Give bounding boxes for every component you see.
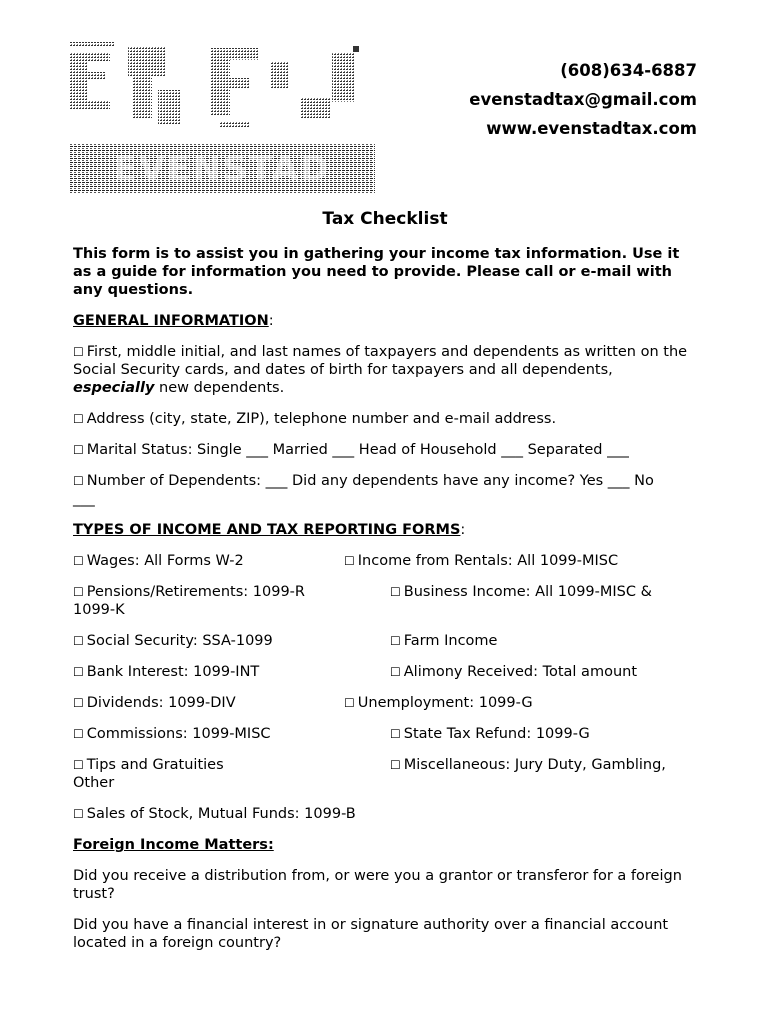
phone-number: (608)634-6887 bbox=[560, 61, 697, 80]
income-item-alimony bbox=[390, 663, 637, 681]
income-item-label: Wages: All Forms W-2 bbox=[86, 553, 244, 569]
checkbox-icon[interactable]: ☐ bbox=[390, 665, 401, 679]
income-item-label: Commissions: 1099-MISC bbox=[86, 726, 271, 742]
income-item-state-refund bbox=[390, 725, 590, 743]
income-item-miscellaneous bbox=[390, 756, 666, 774]
income-item-pensions bbox=[73, 583, 305, 601]
checkbox-icon[interactable]: ☐ bbox=[390, 727, 401, 741]
income-item-label: Bank Interest: 1099-INT bbox=[86, 664, 260, 680]
income-item-label: Unemployment: 1099-G bbox=[357, 695, 533, 711]
logo-graphic bbox=[70, 42, 375, 194]
checkbox-icon[interactable]: ☐ bbox=[390, 634, 401, 648]
checkbox-icon[interactable]: ☐ bbox=[73, 727, 84, 741]
income-item-bank-interest bbox=[73, 663, 259, 681]
income-item-label: Miscellaneous: Jury Duty, Gambling, bbox=[403, 757, 666, 773]
checkbox-icon[interactable]: ☐ bbox=[73, 412, 84, 426]
income-item-rentals bbox=[344, 552, 618, 570]
general-item-marital bbox=[73, 441, 698, 459]
income-item-social-security bbox=[73, 632, 273, 650]
general-heading-colon: : bbox=[268, 313, 274, 329]
checkbox-icon[interactable]: ☐ bbox=[73, 585, 84, 599]
checkbox-icon[interactable]: ☐ bbox=[73, 634, 84, 648]
foreign-heading: Foreign Income Matters: bbox=[73, 837, 274, 853]
foreign-question-trust: Did you receive a distribution from, or were you a grantor or transferor for a foreign trust? bbox=[73, 868, 682, 902]
general-heading: GENERAL INFORMATION bbox=[73, 313, 269, 329]
income-item-label: Farm Income bbox=[403, 633, 498, 649]
income-item-commissions bbox=[73, 725, 271, 743]
general-item-names-text: First, middle initial, and last names of taxpayers and dependents as written on the Social Security cards, and dates of birth for taxpayers and all dependents, bbox=[73, 344, 688, 378]
checkbox-icon[interactable]: ☐ bbox=[73, 696, 84, 710]
income-item-unemployment bbox=[344, 694, 533, 712]
income-heading-line bbox=[73, 521, 698, 539]
general-item-marital-text: Marital Status: Single ___ Married ___ Head of Household ___ Separated ___ bbox=[86, 442, 629, 458]
income-item-tips bbox=[73, 756, 224, 774]
checkbox-icon[interactable]: ☐ bbox=[390, 585, 401, 599]
checkbox-icon[interactable]: ☐ bbox=[73, 758, 84, 772]
income-heading-colon: : bbox=[460, 522, 466, 538]
logo-wordmark: EVENSTAD bbox=[113, 149, 331, 189]
foreign-question-account: Did you have a financial interest in or signature authority over a financial account located in a foreign country? bbox=[73, 917, 669, 951]
general-item-dependents-text: Number of Dependents: ___ Did any dependents have any income? Yes ___ No bbox=[86, 473, 654, 489]
checkbox-icon[interactable]: ☐ bbox=[73, 807, 84, 821]
checkbox-icon[interactable]: ☐ bbox=[73, 443, 84, 457]
checkbox-icon[interactable]: ☐ bbox=[344, 696, 355, 710]
income-heading: TYPES OF INCOME AND TAX REPORTING FORMS bbox=[73, 522, 461, 538]
general-item-dependents bbox=[73, 472, 698, 508]
income-item-dividends bbox=[73, 694, 236, 712]
general-item-address-text: Address (city, state, ZIP), telephone number and e-mail address. bbox=[86, 411, 557, 427]
income-item-label: Pensions/Retirements: 1099-R bbox=[86, 584, 305, 600]
general-item-names-tail: new dependents. bbox=[159, 380, 285, 396]
general-item-names bbox=[73, 343, 698, 397]
page-title: Tax Checklist bbox=[322, 209, 448, 229]
income-item-label: Social Security: SSA-1099 bbox=[86, 633, 273, 649]
income-item-business-wrap: 1099-K bbox=[73, 602, 125, 618]
general-item-names-emphasis: especially bbox=[73, 380, 155, 396]
contact-block bbox=[469, 56, 697, 143]
income-item-label: Tips and Gratuities bbox=[86, 757, 224, 773]
general-heading-line bbox=[73, 312, 698, 330]
general-item-address bbox=[73, 410, 698, 428]
checkbox-icon[interactable]: ☐ bbox=[73, 345, 84, 359]
income-item-stock-sales bbox=[73, 805, 356, 823]
email-address[interactable]: evenstadtax@gmail.com bbox=[469, 90, 697, 109]
intro-text: This form is to assist you in gathering your income tax information. Use it as a guide for information you need to provide. Please call or e-mail with any questions. bbox=[73, 246, 680, 298]
income-item-label: Dividends: 1099-DIV bbox=[86, 695, 236, 711]
income-item-wages bbox=[73, 552, 244, 570]
income-item-farm bbox=[390, 632, 497, 650]
checkbox-icon[interactable]: ☐ bbox=[73, 665, 84, 679]
general-item-dependents-blank: ___ bbox=[73, 491, 95, 507]
evenstad-logo bbox=[70, 42, 375, 194]
income-item-label: State Tax Refund: 1099-G bbox=[403, 726, 590, 742]
checkbox-icon[interactable]: ☐ bbox=[344, 554, 355, 568]
checkbox-icon[interactable]: ☐ bbox=[73, 554, 84, 568]
income-item-label: Sales of Stock, Mutual Funds: 1099-B bbox=[86, 806, 356, 822]
income-item-miscellaneous-wrap: Other bbox=[73, 775, 115, 791]
income-item-label: Alimony Received: Total amount bbox=[403, 664, 638, 680]
income-item-label: Business Income: All 1099-MISC & bbox=[403, 584, 652, 600]
website-link[interactable]: www.evenstadtax.com bbox=[486, 119, 697, 138]
checkbox-icon[interactable]: ☐ bbox=[73, 474, 84, 488]
income-item-label: Income from Rentals: All 1099-MISC bbox=[357, 553, 619, 569]
checkbox-icon[interactable]: ☐ bbox=[390, 758, 401, 772]
income-item-business bbox=[390, 583, 652, 601]
